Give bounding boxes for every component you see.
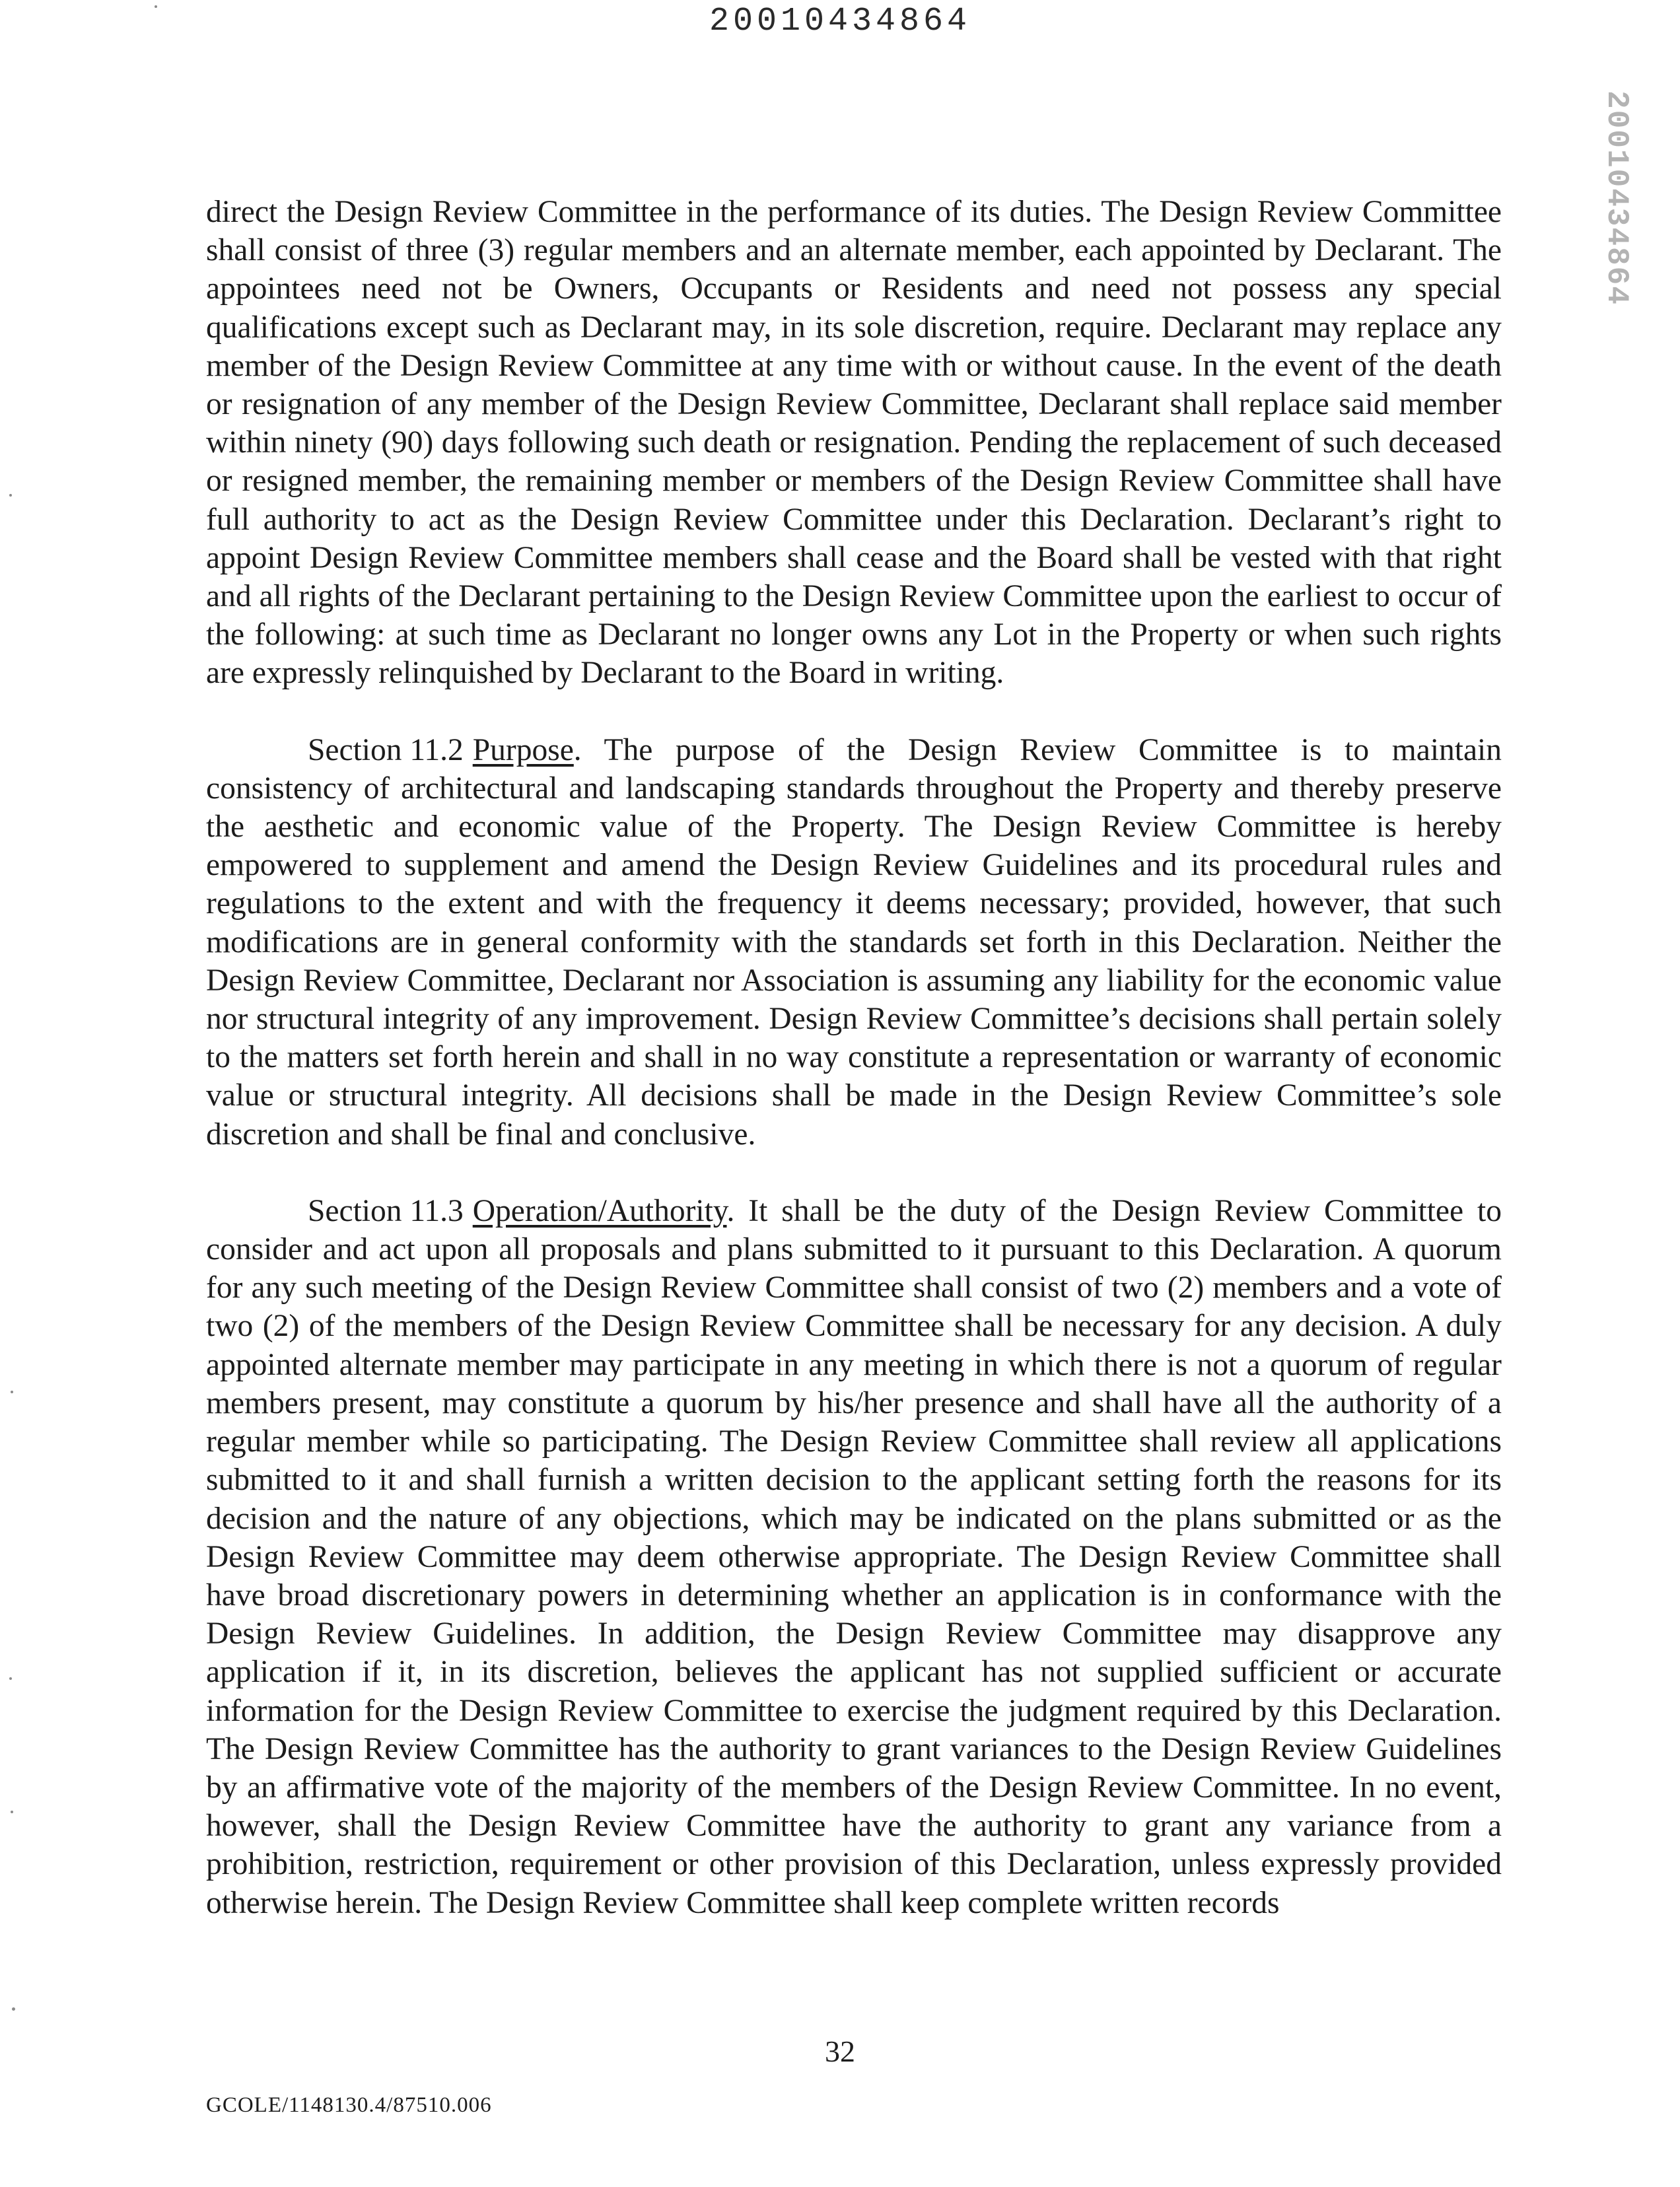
scan-speck — [12, 2007, 15, 2011]
scan-speck — [11, 1391, 13, 1393]
paragraph-intro: direct the Design Review Committee in the performance of its duties. The Design Review Committee shall consist of three (3) regular members and an alternate member, each appointed by Declarant. The appointees need not be Owners, Occupants or Residents and need not possess any special qualifications except such as Declarant may, in its sole discretion, require. Declarant may replace any member of the Design Review Committee at any time with or without cause. In the event of the death or resignation of any member of the Design Review Committee, Declarant shall replace said member within ninety (90) days following such death or resignation. Pending the replacement of such deceased or resigned member, the remaining member or members of the Design Review Committee shall have full authority to act as the Design Review Committee under this Declaration. Declarant’s right to appoint Design Review Committee members shall cease and the Board shall be vested with that right and all rights of the Declarant pertaining to the Design Review Committee upon the earliest to occur of the following: at such time as Declarant no longer owns any Lot in the Property or when such rights are expressly relinquished by Declarant to the Board in writing. — [206, 195, 1502, 691]
page-number: 32 — [825, 2034, 855, 2068]
document-body — [206, 193, 1502, 1922]
scan-speck — [9, 1677, 12, 1680]
side-stamp — [1597, 86, 1636, 324]
section-text: . It shall be the duty of the Design Review Committee to consider and act upon all proposals and plans submitted to it pursuant to this Declaration. A quorum for any such meeting of the Design Review Committee shall consist of two (2) members and a vote of two (2) of the members of the Design Review Committee shall be necessary for any decision. A duly appointed alternate member may participate in any meeting in which there is not a quorum of regular members present, may constitute a quorum by his/her presence and shall have all the authority of a regular member while so participating. The Design Review Committee shall review all applications submitted to it and shall furnish a written decision to the applicant setting forth the reasons for its decision and the nature of any objections, which may be indicated on the plans submitted or as the Design Review Committee may deem otherwise appropriate. The Design Review Committee shall have broad discretionary powers in determining whether an application is in conformance with the Design Review Guidelines. In addition, the Design Review Committee may disapprove any application if it, in its discretion, believes the applicant has not supplied sufficient or accurate information for the Design Review Committee to exercise the judgment required by this Declaration. The Design Review Committee has the authority to grant variances to the Design Review Guidelines by an affirmative vote of the majority of the members of the Design Review Committee. In no event, however, shall the Design Review Committee have the authority to grant any variance from a prohibition, restriction, requirement or other provision of this Declaration, unless expressly provided otherwise herein. The Design Review Committee shall keep complete written records — [206, 1193, 1502, 1920]
footer-document-id: GCOLE/1148130.4/87510.006 — [206, 2093, 492, 2117]
scan-speck — [9, 494, 12, 497]
section-title-operation-authority: Operation/Authority — [472, 1193, 727, 1228]
document-number: 20010434864 — [709, 3, 971, 40]
scan-speck — [11, 1811, 13, 1813]
paragraph-section-11-2 — [206, 731, 1502, 1154]
paragraph-section-11-3 — [206, 1192, 1502, 1922]
section-label: Section 11.3 — [308, 1193, 464, 1228]
section-text: . The purpose of the Design Review Committee is to maintain consistency of architectural and landscaping standards throughout the Property and thereby preserve the aesthetic and economic value of the Property. The Design Review Committee is hereby empowered to supplement and amend the Design Review Guidelines and its procedural rules and regulations to the extent and with the frequency it deems necessary; provided, however, that such modifications are in general conformity with the standards set forth in this Declaration. Neither the Design Review Committee, Declarant nor Association is assuming any liability for the economic value nor structural integrity of any improvement. Design Review Committee’s decisions shall pertain solely to the matters set forth herein and shall in no way constitute a representation or warranty of economic value or structural integrity. All decisions shall be made in the Design Review Committee’s sole discretion and shall be final and conclusive. — [206, 732, 1502, 1152]
scan-speck — [155, 5, 157, 8]
side-stamp-text: 20010434864 — [1599, 90, 1634, 306]
section-label: Section 11.2 — [308, 732, 464, 767]
section-title-purpose: Purpose — [472, 732, 574, 767]
